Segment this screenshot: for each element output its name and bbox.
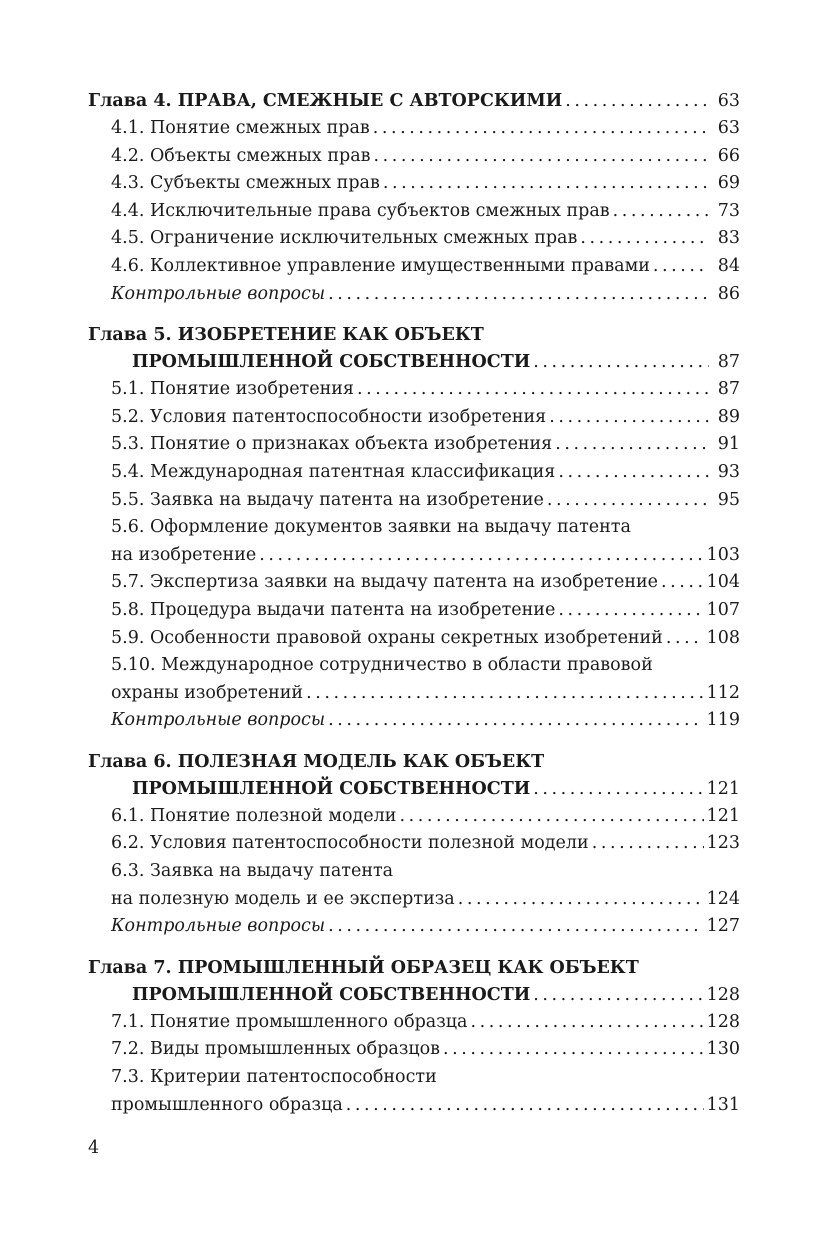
page-ref: 103 <box>706 544 740 565</box>
toc-entry: 4.4. Исключительные права субъектов смежных прав . . . 73 <box>88 198 740 226</box>
dot-leader <box>470 1009 703 1037</box>
page-ref: 121 <box>706 778 740 799</box>
page-ref: 95 <box>717 489 740 510</box>
dot-leader <box>533 776 703 803</box>
toc-entry: 6.1. Понятие полезной модели . . . 121 <box>88 803 740 831</box>
page-ref: 87 <box>717 379 740 400</box>
dot-leader <box>592 830 704 858</box>
dot-leader <box>666 625 704 653</box>
page-ref: 93 <box>717 461 740 482</box>
toc-entry: 5.10. Международное сотрудничество в области правовой охраны изобретений . . . 112 <box>88 652 740 707</box>
dot-leader <box>373 143 709 171</box>
toc-entry: 5.6. Оформление документов заявки на выдачу патента на изобретение . . . 103 <box>88 514 740 569</box>
page-ref: 73 <box>717 200 740 221</box>
toc-entry: 5.2. Условия патентоспособности изобретения . . . 89 <box>88 404 740 432</box>
page-ref: 63 <box>717 118 740 138</box>
page-ref: 86 <box>717 283 740 304</box>
toc-entry: 5.8. Процедура выдачи патента на изобретение . . . 107 <box>88 597 740 625</box>
dot-leader <box>306 680 704 708</box>
dot-leader <box>328 281 709 309</box>
toc-entry: 6.3. Заявка на выдачу патента на полезную модель и ее экспертиза . . . 124 <box>88 858 740 913</box>
page-ref: 89 <box>717 406 740 427</box>
chapter-title: Глава 5. ИЗОБРЕТЕНИЕ КАК ОБЪЕКТ <box>88 325 484 346</box>
toc-entry: 4.2. Объекты смежных прав . . . 66 <box>88 143 740 171</box>
toc-entry: 7.3. Критерии патентоспособности промышленного образца . . . 131 <box>88 1064 740 1119</box>
dot-leader <box>383 170 709 198</box>
dot-leader <box>580 225 709 253</box>
toc-entry-questions: Контрольные вопросы . . . 119 <box>88 707 740 735</box>
toc-entry: 5.4. Международная патентная классификация . . . 93 <box>88 459 740 487</box>
toc-entry: 4.5. Ограничение исключительных смежных прав . . . 83 <box>88 225 740 253</box>
toc-entry-questions: Контрольные вопросы . . . 86 <box>88 281 740 309</box>
page-ref: 63 <box>717 91 740 111</box>
dot-leader <box>547 487 709 515</box>
page-ref: 119 <box>706 710 740 731</box>
dot-leader <box>458 886 704 914</box>
page-ref: 131 <box>706 1094 740 1115</box>
page-ref: 123 <box>706 833 740 854</box>
toc-entry: 4.1. Понятие смежных прав . . . 63 <box>88 115 740 143</box>
page-ref: 107 <box>706 599 740 620</box>
dot-leader <box>328 707 704 735</box>
chapter-4 <box>88 88 740 308</box>
page-ref: 128 <box>706 984 740 1005</box>
dot-leader <box>558 597 703 625</box>
dot-leader <box>565 88 709 115</box>
dot-leader <box>555 431 709 459</box>
toc-entry: 5.9. Особенности правовой охраны секретных изобретений . . . 108 <box>88 625 740 653</box>
dot-leader <box>533 349 709 376</box>
dot-leader <box>399 803 703 831</box>
toc-entry: 5.5. Заявка на выдачу патента на изобретение . . . 95 <box>88 487 740 515</box>
chapter-title-cont: ПРОМЫШЛЕННОЙ СОБСТВЕННОСТИ <box>132 352 531 373</box>
page-number: 4 <box>88 1138 100 1158</box>
chapter-title: Глава 6. ПОЛЕЗНАЯ МОДЕЛЬ КАК ОБЪЕКТ <box>88 751 545 772</box>
chapter-heading <box>88 88 740 115</box>
dot-leader <box>443 1036 704 1064</box>
dot-leader <box>549 404 709 432</box>
chapter-heading <box>88 322 740 376</box>
page-ref: 91 <box>717 434 740 455</box>
chapter-heading <box>88 955 740 1009</box>
dot-leader <box>259 542 703 570</box>
dot-leader <box>613 198 709 226</box>
chapter-title-cont: ПРОМЫШЛЕННОЙ СОБСТВЕННОСТИ <box>132 778 531 799</box>
page-ref: 87 <box>717 352 740 373</box>
chapter-7 <box>88 955 740 1119</box>
toc-entry: 5.7. Экспертиза заявки на выдачу патента на изобретение . . . 104 <box>88 569 740 597</box>
chapter-title-cont: ПРОМЫШЛЕННОЙ СОБСТВЕННОСТИ <box>132 984 531 1005</box>
dot-leader <box>373 115 709 143</box>
toc-entry: 7.2. Виды промышленных образцов . . . 130 <box>88 1036 740 1064</box>
page-ref: 108 <box>706 627 740 648</box>
dot-leader <box>346 1092 704 1120</box>
dot-leader <box>653 253 709 281</box>
page-ref: 127 <box>706 916 740 937</box>
chapter-title: Глава 7. ПРОМЫШЛЕННЫЙ ОБРАЗЕЦ КАК ОБЪЕКТ <box>88 957 639 978</box>
page-ref: 128 <box>706 1011 740 1032</box>
dot-leader <box>328 913 704 941</box>
dot-leader <box>661 569 704 597</box>
page-ref: 83 <box>717 228 740 249</box>
page-ref: 121 <box>706 805 740 826</box>
dot-leader <box>533 982 703 1009</box>
page-ref: 130 <box>706 1039 740 1060</box>
dot-leader <box>558 459 709 487</box>
dot-leader <box>357 376 709 404</box>
page-ref: 69 <box>717 173 740 194</box>
toc-entry: 6.2. Условия патентоспособности полезной модели . . . 123 <box>88 830 740 858</box>
toc-entry: 4.6. Коллективное управление имущественными правами . . . 84 <box>88 253 740 281</box>
toc-entry: 4.3. Субъекты смежных прав . . . 69 <box>88 170 740 198</box>
page-ref: 84 <box>717 255 740 276</box>
toc-entry: 5.1. Понятие изобретения . . . 87 <box>88 376 740 404</box>
chapter-6 <box>88 749 740 941</box>
chapter-title: Глава 4. ПРАВА, СМЕЖНЫЕ С АВТОРСКИМИ <box>88 91 563 111</box>
page-ref: 124 <box>706 888 740 909</box>
chapter-5 <box>88 322 740 735</box>
page-ref: 112 <box>706 682 740 703</box>
toc-entry-questions: Контрольные вопросы . . . 127 <box>88 913 740 941</box>
page-ref: 104 <box>706 572 740 593</box>
table-of-contents <box>88 88 740 1133</box>
toc-entry: 7.1. Понятие промышленного образца . . . 128 <box>88 1009 740 1037</box>
page-ref: 66 <box>717 145 740 166</box>
chapter-heading <box>88 749 740 803</box>
toc-entry: 5.3. Понятие о признаках объекта изобретения . . . 91 <box>88 431 740 459</box>
